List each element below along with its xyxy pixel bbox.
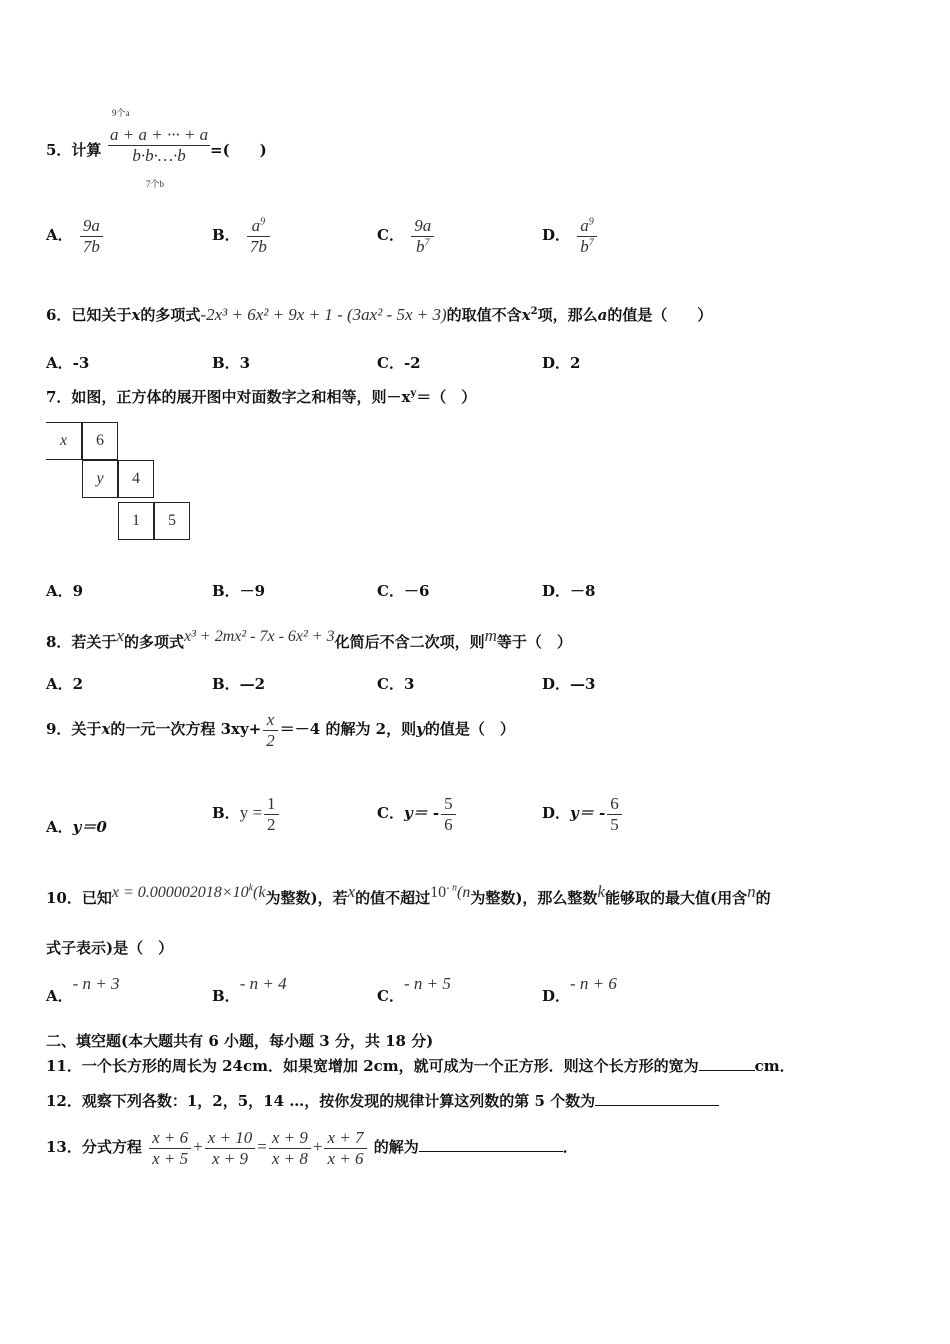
q8-var-m: m [484, 626, 497, 645]
q7-option-c: C．－6 [377, 582, 430, 600]
q10-bound: 10 [430, 884, 447, 901]
q5-tail: =( ) [210, 141, 267, 159]
q13-frac3 [269, 1128, 311, 1168]
q9-option-a [46, 820, 107, 835]
q12-answer-blank[interactable] [595, 1104, 719, 1106]
frac-num-base: a [580, 216, 589, 235]
q5-denominator: b·b·…·b [132, 146, 186, 165]
q6-suffix-sup: 2 [530, 306, 538, 317]
q6-suffix-var: x [521, 306, 531, 324]
option-letter: B． [212, 804, 240, 823]
q5-number: 5．计算 [46, 141, 102, 159]
q10-option-a [46, 975, 120, 1004]
option-letter: C． [377, 804, 404, 823]
cube-cell: 4 [118, 460, 154, 498]
q10-var-k: k [597, 882, 605, 901]
q8-var: x [116, 626, 124, 645]
frac-den-sup: 7 [588, 236, 594, 248]
option-letter: A． [46, 226, 73, 245]
frac-num: x + 9 [269, 1128, 311, 1149]
option-fraction [247, 216, 270, 256]
frac-den: 7b [249, 236, 267, 256]
q10-prefix: 10．已知 [46, 889, 112, 907]
frac-den: 2 [266, 730, 275, 750]
frac-den [577, 237, 597, 257]
frac-num-sup: 9 [260, 216, 266, 228]
q9-prefix: 9．关于 [46, 720, 102, 739]
q6-suffix-a: a [597, 306, 608, 324]
frac-den: x + 6 [327, 1148, 364, 1168]
q10-paren-n: (n [456, 884, 471, 901]
q8-stem [46, 627, 572, 650]
q6-suffix3: 的值是（ ） [607, 306, 713, 324]
cube-cell: 6 [82, 422, 118, 460]
q8-option-b: B．—2 [212, 675, 266, 693]
q9-mid: 的一元一次方程 3xy+ [110, 720, 262, 739]
q8-option-a: A．2 [46, 675, 84, 693]
frac-num: 1 [264, 794, 279, 815]
q6-mid: 的多项式 [140, 306, 201, 324]
q10-var-n: n [747, 882, 756, 901]
frac-den: x + 8 [271, 1148, 308, 1168]
option-text: - n + 3 [72, 974, 120, 993]
q5-option-b [212, 216, 272, 256]
frac-num: 9a [411, 216, 434, 237]
q11-unit: cm． [754, 1057, 795, 1075]
q8-mid: 的多项式 [123, 633, 184, 651]
q10-bound-sup: - n [446, 882, 457, 894]
option-letter: D． [542, 804, 571, 823]
cube-cell: y [82, 460, 118, 498]
q7-option-a: A．9 [46, 582, 84, 600]
option-fraction [264, 794, 279, 834]
q10-expression: x = 0.000002018×10 [111, 884, 249, 901]
q9-tail2: 的值是（ ） [424, 720, 515, 739]
cube-cell: 5 [154, 502, 190, 540]
frac-num: 6 [607, 794, 622, 815]
q6-option-d: D．2 [542, 354, 581, 372]
q11-answer-blank[interactable] [699, 1069, 755, 1071]
q5-top-brace-label: 9个a [112, 108, 130, 118]
frac-den: x + 9 [211, 1148, 249, 1168]
option-letter: B． [212, 987, 240, 1005]
frac-den: 6 [444, 814, 453, 834]
q11 [46, 1059, 795, 1074]
q6-suffix1: 的取值不含 [446, 306, 522, 324]
frac-num [247, 216, 270, 237]
q5-option-a [46, 216, 105, 256]
q7-stem-sup: y [410, 388, 417, 399]
q10-stem [46, 883, 771, 906]
frac-den [411, 237, 434, 257]
plus-sign: + [193, 1137, 203, 1157]
frac-den: 2 [267, 814, 276, 834]
q8-suffix: 化简后不含二次项，则 [334, 633, 485, 651]
q10-t1: 为整数)，若 [265, 889, 348, 907]
option-letter: C． [377, 987, 404, 1005]
frac-num-sup: 9 [588, 216, 594, 228]
q8-tail: 等于（ ） [496, 633, 572, 651]
option-text: - n + 6 [570, 974, 617, 993]
q9-tail: ＝－4 的解为 2，则 [279, 720, 417, 739]
option-fraction [441, 794, 456, 834]
q13-frac1 [149, 1128, 191, 1168]
option-letter: D． [542, 226, 571, 245]
q6-var: x [131, 306, 141, 324]
q10-exp-sup: k [248, 882, 254, 894]
option-text: - n + 5 [403, 974, 451, 993]
q11-text: 11．一个长方形的周长为 24cm．如果宽增加 2cm，就可成为一个正方形．则这个长方形的宽为 [46, 1057, 699, 1075]
q13-frac4 [324, 1128, 366, 1168]
q7-stem [46, 390, 476, 405]
q8-prefix: 8．若关于 [46, 633, 117, 651]
q6-option-a: A．-3 [46, 354, 90, 372]
frac-num: 9a [80, 216, 103, 237]
q5-option-c [377, 216, 436, 256]
q5-option-d [542, 216, 599, 256]
option-fraction [577, 216, 597, 256]
cube-cell: 1 [118, 502, 154, 540]
option-letter: A． [46, 818, 73, 836]
q8-option-d: D．—3 [542, 675, 596, 693]
frac-num: x + 10 [205, 1128, 256, 1149]
q13 [46, 1128, 578, 1168]
q5-bottom-brace-label: 7个b [146, 179, 165, 189]
option-text: y＝ - [403, 804, 440, 823]
q13-suffix: 的解为 [373, 1138, 419, 1157]
q9-option-d [542, 794, 624, 834]
frac-num: x [263, 710, 278, 731]
q10-option-d [542, 975, 617, 1004]
option-fraction [607, 794, 622, 834]
q12-text: 12．观察下列各数：1，2，5，14 …，按你发现的规律计算这列数的第 5 个数为 [46, 1092, 596, 1110]
q9-option-b [212, 794, 281, 834]
q10-paren: (k [253, 884, 266, 901]
q6-expression: -2x³ + 6x² + 9x + 1 - (3ax² - 5x + 3) [200, 305, 447, 324]
frac-den-base: b [415, 236, 425, 256]
q9-option-c [377, 794, 458, 834]
q13-prefix: 13．分式方程 [46, 1138, 142, 1157]
plus-sign: + [312, 1137, 323, 1157]
q12 [46, 1094, 719, 1109]
section2-heading: 二、填空题(本大题共有 6 小题，每小题 3 分，共 18 分) [46, 1032, 434, 1050]
option-letter: C． [377, 226, 404, 245]
frac-den: 7b [82, 236, 100, 256]
q5-fraction [108, 125, 210, 166]
q10-t4: 能够取的最大值(用含 [604, 889, 748, 907]
option-letter: D． [542, 987, 571, 1005]
q13-answer-blank[interactable] [419, 1150, 563, 1152]
q6-prefix: 6．已知关于 [46, 306, 132, 324]
q8-expression: x³ + 2mx² - 7x - 6x² + 3 [184, 628, 335, 645]
q10-option-b [212, 975, 287, 1004]
q6-option-c: C．-2 [377, 354, 421, 372]
frac-num: x + 7 [324, 1128, 366, 1149]
frac-num [577, 216, 597, 237]
option-text: y = [239, 803, 263, 823]
q5-numerator: a + a + ··· + a [110, 125, 209, 144]
q6-stem [46, 306, 712, 323]
frac-den-base: b [580, 236, 589, 256]
q13-frac2 [205, 1128, 256, 1168]
q13-end: ． [562, 1138, 578, 1157]
option-text: y＝ - [570, 804, 606, 823]
q9-fraction [263, 710, 278, 750]
equals-sign: = [257, 1137, 267, 1157]
q10-var-x: x [347, 882, 356, 901]
option-fraction [80, 216, 103, 256]
q7-option-b: B．－9 [212, 582, 266, 600]
option-text: y＝0 [72, 818, 107, 836]
option-text: - n + 4 [239, 974, 287, 993]
option-letter: B． [212, 226, 240, 245]
cube-cell: x [46, 422, 82, 460]
frac-den-sup: 7 [424, 236, 430, 248]
q6-suffix2: 项，那么 [537, 306, 598, 324]
q10-stem-line2: 式子表示)是（ ） [46, 939, 174, 957]
q10-option-c [377, 975, 451, 1004]
q10-t3: 为整数)，那么整数 [470, 889, 598, 907]
q7-option-d: D．－8 [542, 582, 596, 600]
option-letter: A． [46, 987, 73, 1005]
frac-num: 5 [441, 794, 456, 815]
frac-den: 5 [610, 814, 619, 834]
q10-t5: 的 [755, 889, 771, 907]
q7-stem-tail: ＝（ ） [416, 388, 477, 406]
option-fraction [411, 216, 434, 256]
frac-den: x + 5 [152, 1148, 189, 1168]
q9-stem [46, 710, 515, 750]
frac-num: x + 6 [149, 1128, 191, 1149]
q8-option-c: C．3 [377, 675, 415, 693]
q10-t2: 的值不超过 [355, 889, 431, 907]
q9-var-y: y [416, 720, 425, 739]
frac-num-base: a [251, 216, 261, 235]
q6-option-b: B．3 [212, 354, 251, 372]
q9-var: x [101, 720, 111, 739]
q7-stem-text: 7．如图，正方体的展开图中对面数字之和相等，则－x [46, 388, 411, 406]
